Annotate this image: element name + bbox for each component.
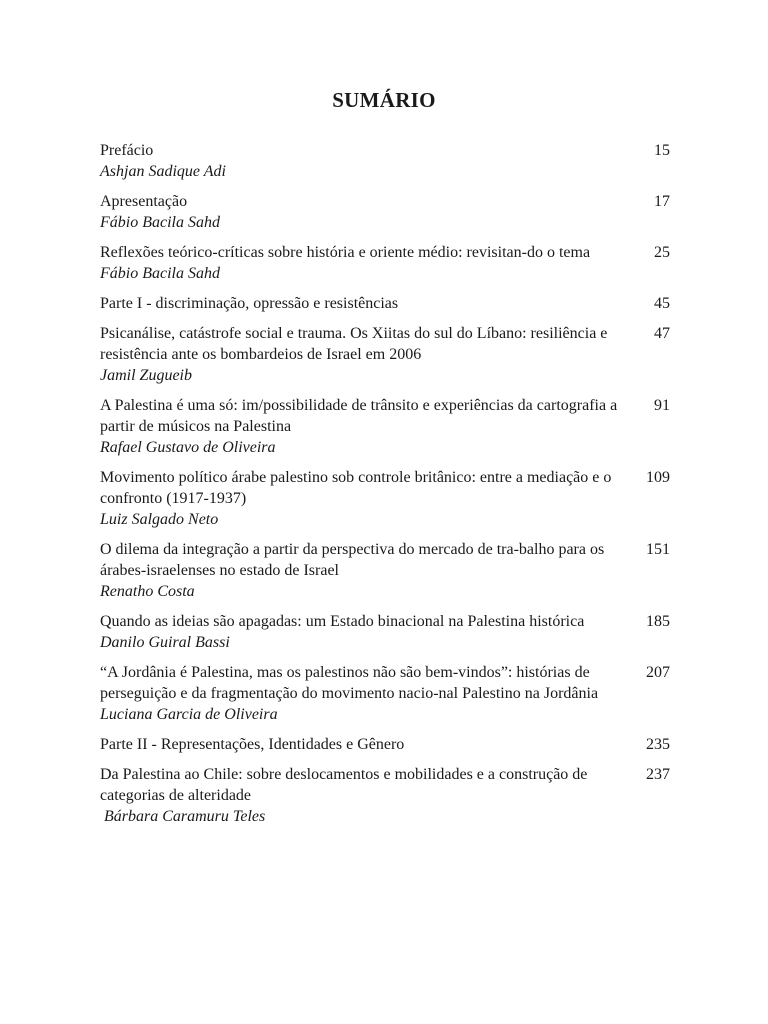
toc-entry-text xyxy=(100,734,620,755)
toc-entry-text xyxy=(100,242,620,284)
toc-entry-page: 45 xyxy=(654,295,670,312)
toc-entry-page: 185 xyxy=(646,613,670,630)
toc-entry xyxy=(100,395,670,458)
toc-entry-text xyxy=(100,140,620,182)
toc-entry-text xyxy=(100,467,620,530)
toc-entry-text xyxy=(100,293,620,314)
toc-entry-title: Apresentação xyxy=(100,193,188,210)
toc-entry-page: 25 xyxy=(654,244,670,261)
toc-entry xyxy=(100,539,670,602)
toc-entry xyxy=(100,191,670,233)
toc-entry-title: A Palestina é uma só: im/possibilidade de trânsito e experiências da cartografia a partir de músicos na Palestina xyxy=(100,397,618,435)
toc-entry-title: Reflexões teórico-críticas sobre história e oriente médio: revisitan-do o tema xyxy=(100,244,591,261)
toc-entry-text xyxy=(100,395,620,458)
toc-entry xyxy=(100,467,670,530)
toc-entry-author: Fábio Bacila Sahd xyxy=(100,214,220,231)
toc-entry-title: Psicanálise, catástrofe social e trauma. Os Xiitas do sul do Líbano: resiliência e resistência ante os bombardeios de Israel em 2006 xyxy=(100,325,608,363)
toc-entry-author: Fábio Bacila Sahd xyxy=(100,265,220,282)
toc-entry xyxy=(100,662,670,725)
toc-entry-text xyxy=(100,323,620,386)
toc-entry-author: Renatho Costa xyxy=(100,583,195,600)
toc-entry-author: Jamil Zugueib xyxy=(100,367,192,384)
toc-entry xyxy=(100,242,670,284)
toc-entry-page: 47 xyxy=(654,325,670,342)
table-of-contents xyxy=(100,140,670,836)
toc-entry-title: “A Jordânia é Palestina, mas os palestinos não são bem-vindos”: histórias de perseguição e da fragmentação do movimento nacio-nal Palestino na Jordânia xyxy=(100,664,599,702)
toc-section-entry xyxy=(100,734,670,755)
toc-entry-text xyxy=(100,191,620,233)
toc-entry-page: 91 xyxy=(654,397,670,414)
toc-entry-author: Bárbara Caramuru Teles xyxy=(104,808,266,825)
toc-entry-text xyxy=(100,662,620,725)
toc-entry-text xyxy=(100,611,620,653)
toc-entry-author: Danilo Guiral Bassi xyxy=(100,634,230,651)
toc-entry-author: Rafael Gustavo de Oliveira xyxy=(100,439,276,456)
toc-entry xyxy=(100,140,670,182)
toc-entry-page: 109 xyxy=(646,469,670,486)
toc-entry-author: Luciana Garcia de Oliveira xyxy=(100,706,278,723)
toc-entry xyxy=(100,764,670,827)
page-title: SUMÁRIO xyxy=(332,88,436,112)
toc-entry-page: 15 xyxy=(654,142,670,159)
toc-entry-author: Luiz Salgado Neto xyxy=(100,511,219,528)
toc-entry-page: 235 xyxy=(646,736,670,753)
toc-entry-title: O dilema da integração a partir da perspectiva do mercado de tra-balho para os árabes-israelenses no estado de Israel xyxy=(100,541,605,579)
toc-section-title: Parte I - discriminação, opressão e resistências xyxy=(100,295,399,312)
toc-entry-text xyxy=(100,539,620,602)
toc-section-entry xyxy=(100,293,670,314)
toc-entry-text xyxy=(100,764,620,827)
toc-entry-author: Ashjan Sadique Adi xyxy=(100,163,226,180)
toc-section-title: Parte II - Representações, Identidades e Gênero xyxy=(100,736,405,753)
toc-entry-title: Quando as ideias são apagadas: um Estado binacional na Palestina histórica xyxy=(100,613,585,630)
toc-entry-title: Prefácio xyxy=(100,142,154,159)
toc-entry-title: Movimento político árabe palestino sob controle britânico: entre a mediação e o confronto (1917-1937) xyxy=(100,469,612,507)
toc-entry-page: 237 xyxy=(646,766,670,783)
toc-entry-title: Da Palestina ao Chile: sobre deslocamentos e mobilidades e a construção de categorias de alteridade xyxy=(100,766,588,804)
toc-entry xyxy=(100,611,670,653)
toc-entry-page: 207 xyxy=(646,664,670,681)
toc-entry xyxy=(100,323,670,386)
toc-entry-page: 17 xyxy=(654,193,670,210)
toc-entry-page: 151 xyxy=(646,541,670,558)
